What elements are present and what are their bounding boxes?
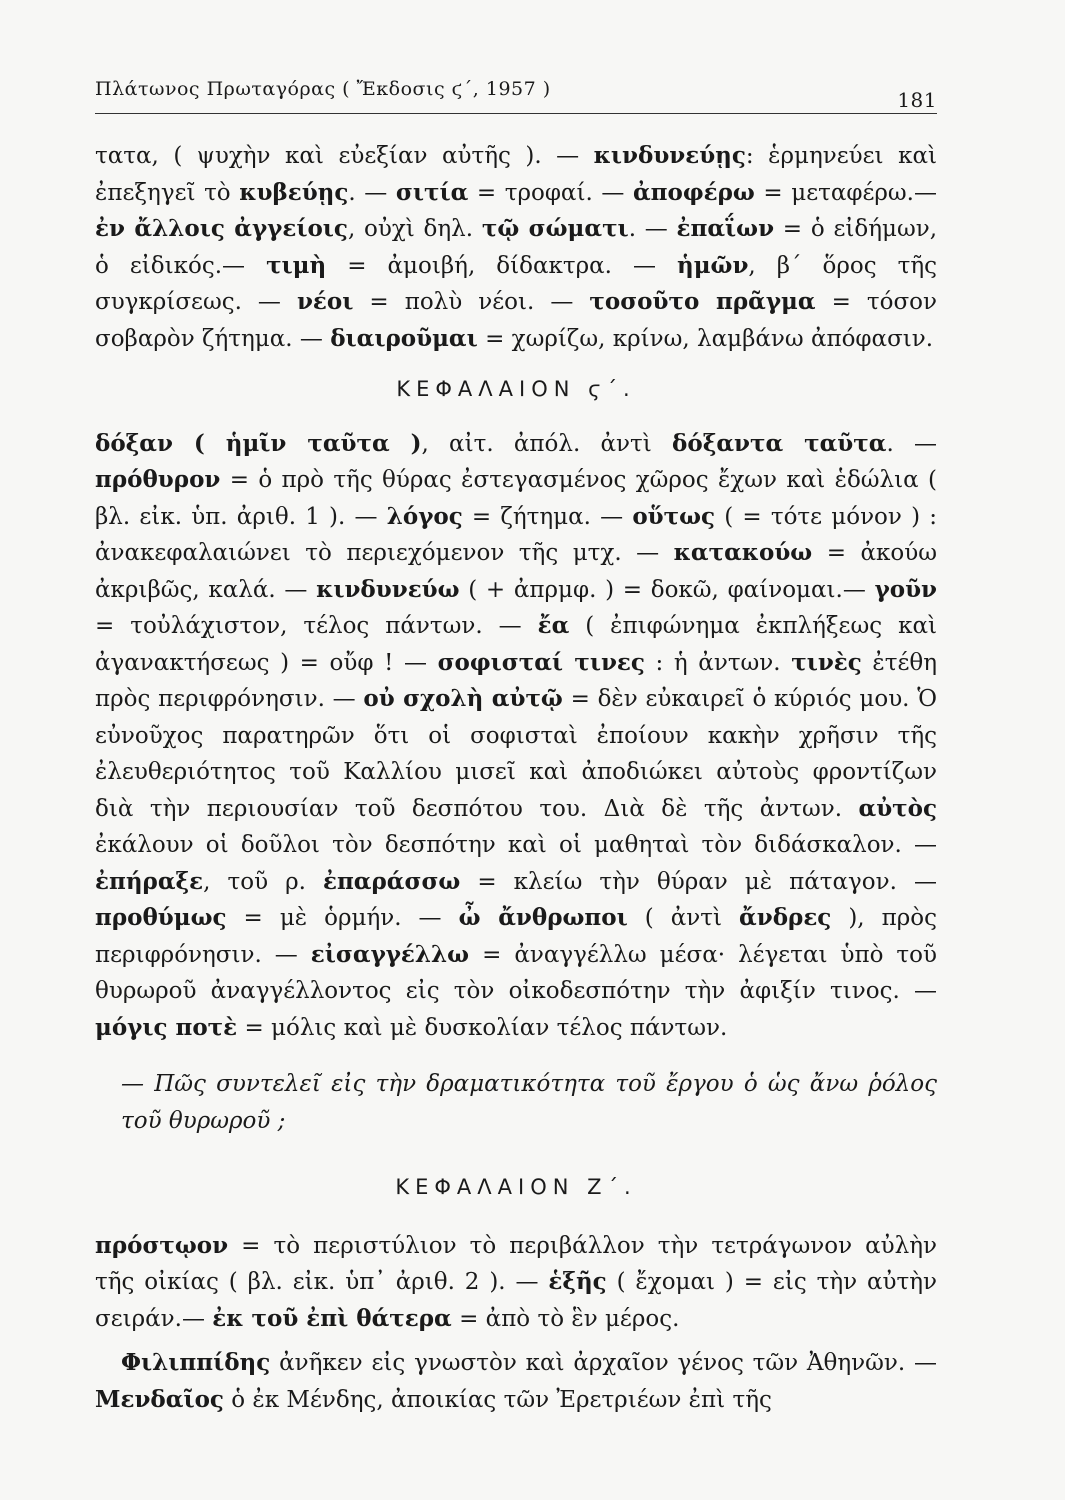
lemma-term: μόγις ποτὲ [95, 1013, 238, 1041]
lemma-term: πρόστῳον [95, 1231, 229, 1259]
gloss-text: ( + ἀπρμφ. ) = δοκῶ, φαίνομαι.— [459, 576, 875, 603]
gloss-text: τατα, ( ψυχὴν καὶ εὐεξίαν αὐτῆς ). — [95, 143, 594, 169]
paragraph [95, 138, 937, 357]
gloss-text: ( ἔχομαι ) = εἰς τὴν αὐτὴν σειράν.— [95, 1269, 937, 1332]
gloss-text: = μὲ ὁρμήν. — [226, 905, 459, 931]
lemma-term: οὐ σχολὴ αὐτῷ [363, 685, 563, 712]
gloss-text: = τόσον σοβαρὸν ζήτημα. — [95, 289, 938, 352]
gloss-text: . — [886, 430, 938, 457]
gloss-text: = μεταφέρω.— [754, 179, 937, 206]
gloss-text: , τοῦ ρ. [203, 868, 323, 895]
gloss-text: = μόλις καὶ μὲ δυσκολίαν τέλος πάντων. [237, 1014, 728, 1041]
gloss-text: = χωρίζω, κρίνω, λαμβάνω ἀπόφασιν. [477, 325, 934, 352]
study-question: — Πῶς συντελεῖ εἰς τὴν δραματικότητα τοῦ ἔργου ὁ ὡς ἄνω ῥόλος τοῦ θυρωροῦ ; [121, 1071, 937, 1134]
gloss-text: = κλείω τὴν θύραν μὲ πάταγον. — [460, 868, 937, 895]
lemma-term: ἀποφέρω [632, 178, 755, 206]
page-number: 181 [897, 88, 937, 112]
lemma-term: τιμὴ [266, 251, 327, 279]
lemma-term: οὕτως [632, 502, 716, 530]
gloss-text: = ζήτημα. — [462, 503, 633, 530]
lemma-term: ἔα [537, 612, 570, 639]
lemma-term: δόξαν ( ἡμῖν ταῦτα ) [95, 429, 422, 457]
lemma-term: ἐκ τοῦ ἐπὶ θάτερα [212, 1304, 452, 1332]
gloss-text: , αἰτ. ἀπόλ. ἀντὶ [421, 430, 673, 457]
lemma-term: τοσοῦτο πρᾶγμα [589, 288, 816, 315]
chapter-heading: ΚΕΦΑΛΑΙΟΝ Ζ΄. [395, 1175, 637, 1199]
chapter-heading: ΚΕΦΑΛΑΙΟΝ ϛ΄. [396, 377, 636, 401]
lemma-term: αὐτὸς [858, 794, 937, 822]
lemma-term: ἐπαΐων [676, 215, 775, 242]
gloss-text: = τροφαί. — [468, 179, 633, 206]
lemma-term: κυβεύῃς [239, 178, 349, 206]
gloss-text: ἐκάλουν οἱ δοῦλοι τὸν δεσπότην καὶ οἱ μαθηταὶ τὸν διδάσκαλον. — [95, 832, 937, 858]
lemma-term: νέοι [296, 288, 354, 315]
gloss-text: = τοὐλάχιστον, τέλος πάντων. — [95, 613, 538, 639]
gloss-text: . — [348, 179, 396, 206]
lemma-term: Φιλιππίδης [121, 1349, 271, 1376]
gloss-text: , β΄ ὅρος τῆς συγκρίσεως. — [95, 252, 938, 315]
gloss-text: = ἀναγγέλλω μέσα· λέγεται ὑπὸ τοῦ θυρωροῦ ἀναγγέλλοντος εἰς τὸν οἰκοδεσπότην τὴν ἀφιξίν τινος. — [95, 941, 937, 1004]
lemma-term: κινδυνεύῃς [593, 142, 746, 169]
page-body [95, 138, 937, 1418]
gloss-text: = ὁ πρὸ τῆς θύρας ἐστεγασμένος χῶρος ἔχων καὶ ἑδώλια ( βλ. εἰκ. ὑπ. ἀριθ. 1 ). — [95, 467, 937, 530]
gloss-text: = ἀπὸ τὸ ἓν μέρος. [451, 1305, 680, 1332]
lemma-term: εἰσαγγέλλω [310, 940, 470, 968]
lemma-term: κινδυνεύω [316, 575, 460, 603]
gloss-text: = πολὺ νέοι. — [353, 289, 590, 315]
gloss-text: ὁ ἐκ Μένδης, ἀποικίας τῶν Ἐρετριέων ἐπὶ τῆς [223, 1386, 772, 1413]
lemma-term: ἄνδρες [739, 904, 832, 931]
lemma-term: γοῦν [874, 575, 938, 603]
gloss-text: : ἡ ἀντων. [644, 649, 792, 676]
lemma-term: ἐπαράσσω [322, 867, 461, 895]
lemma-term: κατακούω [673, 539, 813, 566]
lemma-term: σιτία [395, 178, 469, 206]
lemma-term: τῷ σώματι [481, 215, 629, 242]
gloss-text: ( ἐπιφώνημα ἐκπλήξεως καὶ ἀγανακτήσεως ) = οὔφ ! — [95, 613, 937, 676]
gloss-text: = ὁ εἰδήμων, ὁ εἰδικός.— [95, 216, 938, 279]
paragraph [95, 1228, 937, 1338]
gloss-text: , οὐχὶ δηλ. [347, 216, 482, 242]
gloss-text: ἐτέθη πρὸς περιφρόνησιν. — [95, 649, 938, 712]
gloss-text: = δὲν εὐκαιρεῖ ὁ κύριός μου. Ὁ εὐνοῦχος παρατηρῶν ὅτι οἱ σοφισταὶ ἐποίουν κακὴν χρῆσιν τῆς ἐλευθεριότητος τοῦ Καλλίου μισεῖ καὶ ἀποδιώκει αὐτοὺς φροντίζων διὰ τὴν περιουσίαν τοῦ δεσπότου του. Διὰ δὲ τῆς ἀντων. [95, 686, 937, 822]
lemma-term: προθύμως [95, 904, 227, 931]
lemma-term: σοφισταί τινες [437, 648, 645, 676]
gloss-text: ), πρὸς περιφρόνησιν. — [95, 905, 938, 968]
lemma-term: λόγος [386, 502, 463, 530]
lemma-term: ἡμῶν [676, 251, 749, 279]
lemma-term: ἑξῆς [548, 1268, 607, 1295]
lemma-term: ἐπήραξε [95, 867, 204, 895]
paragraph [95, 1345, 937, 1418]
gloss-text: = ἀκούω ἀκριβῶς, καλά. — [95, 540, 937, 603]
lemma-term: πρόθυρον [95, 466, 221, 493]
gloss-text: ( = τότε μόνον ) : ἀνακεφαλαιώνει τὸ περιεχόμενον τῆς μτχ. — [95, 503, 937, 566]
paragraph [95, 426, 937, 1047]
running-title: Πλάτωνος Πρωταγόρας ( Ἔκδοσις ϛ΄, 1957 ) [95, 78, 551, 100]
gloss-text: = τὸ περιστύλιον τὸ περιβάλλον τὴν τετράγωνον αὐλὴν τῆς οἰκίας ( βλ. εἰκ. ὑπ᾽ ἀριθ. 2 ). — [95, 1232, 937, 1295]
gloss-text: . — [628, 216, 677, 242]
lemma-term: διαιροῦμαι [330, 324, 478, 352]
running-header [95, 78, 937, 112]
gloss-text: ἀνῆκεν εἰς γνωστὸν καὶ ἀρχαῖον γένος τῶν Ἀθηνῶν. — [270, 1350, 937, 1376]
gloss-text: ( ἀντὶ [627, 905, 740, 931]
lemma-term: Μενδαῖος [95, 1385, 224, 1413]
gloss-text: = ἀμοιβή, δίδακτρα. — [326, 252, 677, 279]
gloss-text: : ἑρμηνεύει καὶ ἐπεξηγεῖ τὸ [95, 143, 938, 206]
lemma-term: ἐν ἄλλοις ἀγγείοις [95, 215, 348, 242]
header-rule [95, 113, 937, 114]
lemma-term: ὦ ἄνθρωποι [458, 904, 628, 931]
lemma-term: δόξαντα ταῦτα [672, 429, 887, 457]
lemma-term: τινὲς [791, 648, 862, 676]
